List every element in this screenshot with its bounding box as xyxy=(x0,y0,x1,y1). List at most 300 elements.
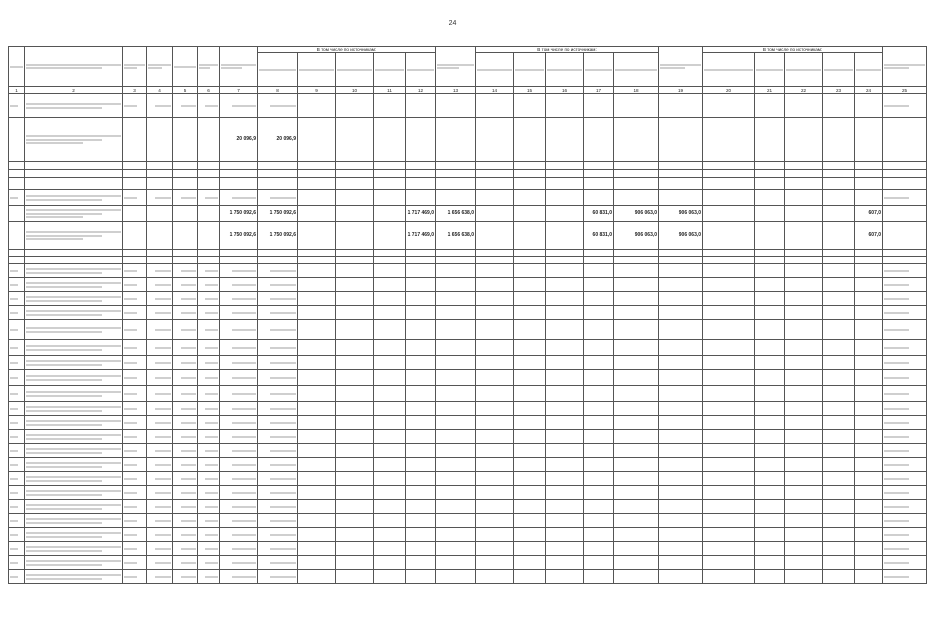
table-cell xyxy=(785,542,823,556)
table-cell: 20 096,9 xyxy=(220,118,258,162)
table-cell xyxy=(147,416,173,430)
table-cell xyxy=(198,222,220,250)
table-cell xyxy=(298,94,336,118)
table-cell xyxy=(785,257,823,264)
table-cell xyxy=(855,356,883,370)
table-cell xyxy=(514,118,546,162)
table-cell xyxy=(198,320,220,340)
table-cell xyxy=(374,458,406,472)
table-cell xyxy=(883,320,927,340)
table-cell xyxy=(855,444,883,458)
table-cell xyxy=(546,264,584,278)
group-total-row xyxy=(9,118,927,162)
table-cell xyxy=(755,306,785,320)
table-cell xyxy=(173,206,198,222)
table-cell xyxy=(823,444,855,458)
table-cell xyxy=(703,500,755,514)
table-cell xyxy=(123,306,147,320)
table-cell xyxy=(9,472,25,486)
table-cell xyxy=(436,278,476,292)
table-cell xyxy=(220,340,258,356)
table-row xyxy=(9,340,927,356)
table-cell xyxy=(9,170,25,178)
table-cell xyxy=(436,250,476,257)
table-cell xyxy=(436,356,476,370)
table-cell xyxy=(514,292,546,306)
table-cell xyxy=(123,292,147,306)
table-cell xyxy=(476,162,514,170)
table-cell xyxy=(855,118,883,162)
table-cell xyxy=(147,278,173,292)
table-cell xyxy=(147,292,173,306)
table-row xyxy=(9,257,927,264)
column-number: 8 xyxy=(258,87,298,94)
table-cell xyxy=(584,162,614,170)
table-cell xyxy=(476,430,514,444)
column-number: 11 xyxy=(374,87,406,94)
table-cell xyxy=(298,356,336,370)
table-cell xyxy=(755,162,785,170)
table-cell xyxy=(755,278,785,292)
table-cell xyxy=(298,190,336,206)
table-cell xyxy=(436,542,476,556)
table-cell xyxy=(614,306,659,320)
table-cell xyxy=(785,556,823,570)
table-cell xyxy=(25,570,123,584)
table-cell xyxy=(823,257,855,264)
table-cell xyxy=(147,94,173,118)
table-cell xyxy=(703,292,755,306)
column-number: 24 xyxy=(855,87,883,94)
table-cell xyxy=(436,570,476,584)
table-cell xyxy=(755,458,785,472)
table-cell xyxy=(883,444,927,458)
table-cell xyxy=(298,430,336,444)
table-cell xyxy=(198,486,220,500)
table-cell: 906 063,0 xyxy=(614,206,659,222)
group-total-row xyxy=(9,222,927,250)
table-cell xyxy=(546,190,584,206)
table-cell xyxy=(855,570,883,584)
header-cell xyxy=(476,53,514,87)
table-cell xyxy=(336,222,374,250)
table-cell xyxy=(25,542,123,556)
table-cell xyxy=(198,118,220,162)
table-cell xyxy=(336,292,374,306)
table-row xyxy=(9,486,927,500)
table-cell xyxy=(476,250,514,257)
table-cell xyxy=(25,430,123,444)
table-cell xyxy=(755,444,785,458)
table-cell xyxy=(336,264,374,278)
table-cell xyxy=(298,222,336,250)
table-cell xyxy=(406,356,436,370)
table-cell xyxy=(436,430,476,444)
table-cell xyxy=(198,556,220,570)
table-cell xyxy=(546,542,584,556)
table-cell xyxy=(514,402,546,416)
table-cell xyxy=(406,118,436,162)
table-cell xyxy=(406,486,436,500)
table-cell xyxy=(198,472,220,486)
table-cell xyxy=(514,306,546,320)
table-cell xyxy=(703,542,755,556)
table-cell xyxy=(258,542,298,556)
table-row xyxy=(9,250,927,257)
table-cell xyxy=(258,514,298,528)
table-cell xyxy=(823,402,855,416)
table-cell xyxy=(755,542,785,556)
table-cell xyxy=(220,320,258,340)
table-cell xyxy=(584,386,614,402)
table-cell xyxy=(336,472,374,486)
table-cell xyxy=(406,556,436,570)
table-cell xyxy=(855,170,883,178)
table-cell xyxy=(198,528,220,542)
table-cell xyxy=(258,444,298,458)
table-cell xyxy=(436,486,476,500)
header-cell xyxy=(123,47,147,87)
table-cell xyxy=(9,222,25,250)
table-cell xyxy=(785,320,823,340)
table-cell xyxy=(476,340,514,356)
table-cell xyxy=(476,472,514,486)
table-cell xyxy=(755,94,785,118)
column-number: 19 xyxy=(659,87,703,94)
table-cell xyxy=(883,257,927,264)
table-cell xyxy=(173,257,198,264)
table-cell xyxy=(374,118,406,162)
table-cell xyxy=(659,250,703,257)
table-cell xyxy=(9,162,25,170)
table-cell xyxy=(614,458,659,472)
table-cell xyxy=(436,556,476,570)
table-cell xyxy=(336,416,374,430)
table-cell xyxy=(476,292,514,306)
table-cell xyxy=(173,278,198,292)
table-cell xyxy=(374,170,406,178)
table-cell xyxy=(374,370,406,386)
table-cell xyxy=(514,458,546,472)
table-cell xyxy=(514,416,546,430)
table-cell xyxy=(173,528,198,542)
table-cell xyxy=(25,222,123,250)
table-cell xyxy=(406,500,436,514)
table-row xyxy=(9,386,927,402)
table-cell xyxy=(9,356,25,370)
table-cell xyxy=(258,486,298,500)
table-cell xyxy=(755,386,785,402)
group-total-row xyxy=(9,206,927,222)
table-cell xyxy=(703,514,755,528)
table-cell xyxy=(855,340,883,356)
table-cell xyxy=(584,570,614,584)
table-cell xyxy=(220,500,258,514)
table-cell xyxy=(374,472,406,486)
table-cell xyxy=(298,340,336,356)
table-cell xyxy=(514,320,546,340)
table-cell xyxy=(374,542,406,556)
table-cell xyxy=(659,386,703,402)
table-cell xyxy=(173,430,198,444)
table-cell xyxy=(336,320,374,340)
table-row xyxy=(9,264,927,278)
table-cell xyxy=(173,386,198,402)
table-cell xyxy=(785,486,823,500)
table-cell xyxy=(823,162,855,170)
table-cell xyxy=(298,162,336,170)
table-cell xyxy=(546,250,584,257)
table-cell xyxy=(883,118,927,162)
table-cell xyxy=(9,206,25,222)
table-cell xyxy=(298,472,336,486)
table-cell xyxy=(883,222,927,250)
column-number: 23 xyxy=(823,87,855,94)
table-cell: 1 750 092,6 xyxy=(258,206,298,222)
table-cell xyxy=(258,556,298,570)
table-cell xyxy=(173,402,198,416)
table-cell xyxy=(336,206,374,222)
table-cell xyxy=(198,458,220,472)
table-cell xyxy=(198,162,220,170)
table-cell xyxy=(855,264,883,278)
table-cell xyxy=(298,320,336,340)
table-cell xyxy=(823,570,855,584)
table-cell xyxy=(546,278,584,292)
table-cell xyxy=(258,178,298,190)
table-cell xyxy=(298,500,336,514)
table-cell xyxy=(336,514,374,528)
table-cell xyxy=(336,528,374,542)
table-cell xyxy=(258,170,298,178)
table-cell xyxy=(546,570,584,584)
table-cell xyxy=(785,356,823,370)
table-body xyxy=(9,94,927,584)
table-cell xyxy=(659,472,703,486)
table-cell xyxy=(374,486,406,500)
table-cell xyxy=(336,486,374,500)
table-cell xyxy=(514,570,546,584)
table-cell xyxy=(703,320,755,340)
table-cell: 607,0 xyxy=(855,222,883,250)
column-number: 22 xyxy=(785,87,823,94)
table-cell xyxy=(336,162,374,170)
table-cell xyxy=(659,94,703,118)
table-cell xyxy=(823,250,855,257)
header-cell xyxy=(9,47,25,87)
table-cell xyxy=(703,416,755,430)
table-cell xyxy=(298,556,336,570)
table-cell xyxy=(9,292,25,306)
table-cell xyxy=(436,257,476,264)
table-cell: 906 063,0 xyxy=(659,206,703,222)
table-cell xyxy=(823,306,855,320)
table-cell xyxy=(123,472,147,486)
table-cell xyxy=(123,486,147,500)
table-cell xyxy=(336,170,374,178)
table-cell xyxy=(514,278,546,292)
table-cell xyxy=(703,430,755,444)
table-cell xyxy=(25,320,123,340)
table-cell xyxy=(25,500,123,514)
table-cell xyxy=(514,250,546,257)
table-cell xyxy=(614,162,659,170)
table-cell xyxy=(198,178,220,190)
table-cell xyxy=(173,170,198,178)
header-cell xyxy=(258,53,298,87)
table-cell xyxy=(198,386,220,402)
table-cell xyxy=(147,118,173,162)
table-cell xyxy=(220,444,258,458)
table-row xyxy=(9,94,927,118)
table-cell xyxy=(755,320,785,340)
column-number: 12 xyxy=(406,87,436,94)
table-cell xyxy=(476,278,514,292)
table-cell xyxy=(25,264,123,278)
table-cell xyxy=(25,386,123,402)
table-row xyxy=(9,370,927,386)
table-cell xyxy=(123,444,147,458)
table-cell xyxy=(336,118,374,162)
table-cell xyxy=(703,206,755,222)
table-cell xyxy=(703,118,755,162)
table-cell xyxy=(406,306,436,320)
table-cell xyxy=(220,402,258,416)
table-cell xyxy=(123,542,147,556)
table-cell xyxy=(147,222,173,250)
table-cell xyxy=(123,278,147,292)
table-cell xyxy=(855,458,883,472)
table-cell xyxy=(785,118,823,162)
table-row xyxy=(9,356,927,370)
table-cell xyxy=(614,570,659,584)
table-cell xyxy=(9,430,25,444)
table-cell xyxy=(436,292,476,306)
table-cell xyxy=(298,570,336,584)
table-cell: 607,0 xyxy=(855,206,883,222)
table-cell xyxy=(336,178,374,190)
table-cell xyxy=(755,257,785,264)
table-cell xyxy=(25,472,123,486)
table-cell xyxy=(173,250,198,257)
table-cell xyxy=(855,257,883,264)
table-cell xyxy=(298,306,336,320)
table-cell xyxy=(614,178,659,190)
table-cell xyxy=(374,514,406,528)
table-cell xyxy=(9,94,25,118)
table-cell xyxy=(785,370,823,386)
table-cell xyxy=(436,306,476,320)
table-cell xyxy=(374,178,406,190)
table-cell xyxy=(546,257,584,264)
table-cell xyxy=(546,340,584,356)
table-cell xyxy=(220,542,258,556)
table-cell xyxy=(173,178,198,190)
header-cell xyxy=(374,53,406,87)
table-cell xyxy=(25,170,123,178)
table-row xyxy=(9,402,927,416)
table-cell xyxy=(436,514,476,528)
table-cell xyxy=(123,170,147,178)
table-cell xyxy=(785,340,823,356)
table-cell xyxy=(703,356,755,370)
table-cell xyxy=(584,250,614,257)
table-cell xyxy=(9,514,25,528)
investment-table xyxy=(8,46,927,584)
table-cell xyxy=(546,386,584,402)
table-cell xyxy=(476,416,514,430)
table-cell xyxy=(785,170,823,178)
table-row xyxy=(9,514,927,528)
table-cell xyxy=(785,292,823,306)
table-cell xyxy=(584,458,614,472)
table-cell xyxy=(823,472,855,486)
table-cell xyxy=(755,170,785,178)
table-cell xyxy=(406,257,436,264)
table-cell xyxy=(546,370,584,386)
table-cell xyxy=(785,306,823,320)
table-cell xyxy=(374,222,406,250)
table-cell xyxy=(883,570,927,584)
table-cell xyxy=(785,528,823,542)
table-cell xyxy=(258,528,298,542)
table-cell xyxy=(298,402,336,416)
table-cell xyxy=(883,556,927,570)
table-cell xyxy=(298,178,336,190)
table-cell xyxy=(855,500,883,514)
table-cell: 60 831,0 xyxy=(584,222,614,250)
table-cell xyxy=(584,402,614,416)
table-cell xyxy=(823,170,855,178)
table-cell xyxy=(298,486,336,500)
table-cell xyxy=(614,292,659,306)
table-cell xyxy=(198,306,220,320)
table-cell xyxy=(258,472,298,486)
table-cell xyxy=(220,514,258,528)
table-cell xyxy=(220,94,258,118)
table-cell xyxy=(336,458,374,472)
table-cell xyxy=(883,500,927,514)
table-cell xyxy=(584,292,614,306)
table-cell xyxy=(823,500,855,514)
table-cell xyxy=(9,190,25,206)
table-cell xyxy=(123,386,147,402)
table-cell xyxy=(336,306,374,320)
table-row xyxy=(9,190,927,206)
column-number: 14 xyxy=(476,87,514,94)
table-row xyxy=(9,430,927,444)
table-cell xyxy=(659,416,703,430)
table-cell xyxy=(823,528,855,542)
table-cell xyxy=(147,370,173,386)
table-cell xyxy=(298,170,336,178)
column-number: 3 xyxy=(123,87,147,94)
table-cell xyxy=(476,486,514,500)
table-cell xyxy=(614,118,659,162)
table-cell xyxy=(476,320,514,340)
table-cell xyxy=(298,292,336,306)
table-cell xyxy=(258,402,298,416)
table-cell xyxy=(220,430,258,444)
column-number: 5 xyxy=(173,87,198,94)
table-cell xyxy=(659,458,703,472)
table-cell xyxy=(25,444,123,458)
table-cell xyxy=(374,556,406,570)
table-cell xyxy=(258,430,298,444)
table-cell xyxy=(546,292,584,306)
table-cell xyxy=(883,542,927,556)
table-cell xyxy=(476,178,514,190)
